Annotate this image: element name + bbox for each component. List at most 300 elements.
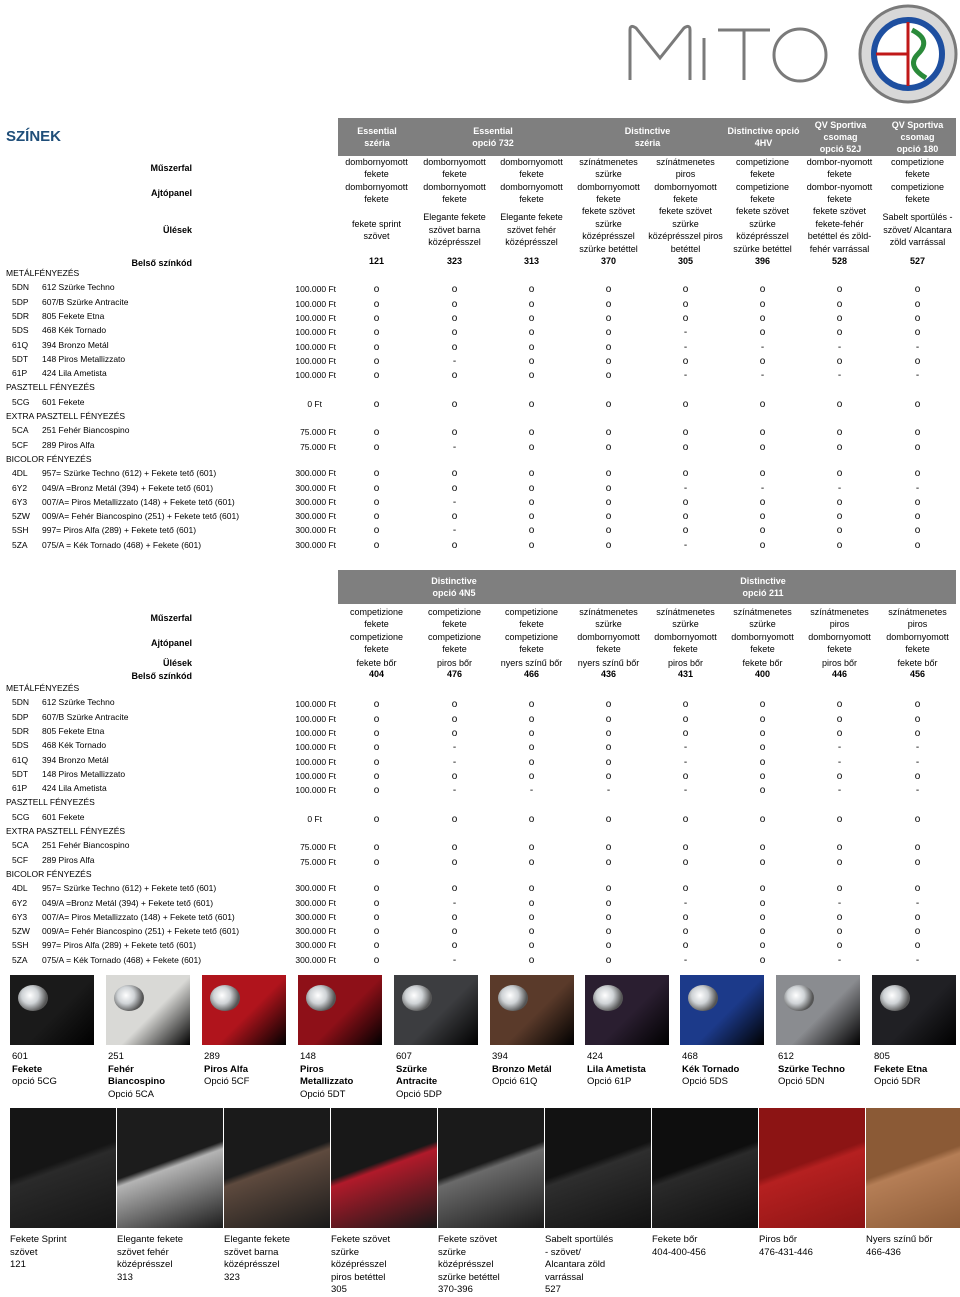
availability-mark: o bbox=[759, 926, 766, 938]
color-code: 61P bbox=[12, 783, 28, 794]
availability-mark: o bbox=[914, 727, 921, 739]
availability-mark: o bbox=[605, 911, 612, 923]
color-price: 300.000 Ft bbox=[295, 482, 336, 493]
availability-mark: o bbox=[914, 842, 921, 854]
swatch-l2: Szürke Techno bbox=[778, 1063, 845, 1075]
availability-mark: o bbox=[605, 284, 612, 296]
page-title: SZÍNEK bbox=[6, 128, 62, 145]
color-row bbox=[6, 511, 946, 525]
availability-mark: o bbox=[373, 298, 380, 310]
color-name: 805 Fekete Etna bbox=[42, 725, 105, 736]
availability-mark: o bbox=[528, 897, 535, 909]
availability-mark: o bbox=[373, 785, 380, 797]
color-code: 5CG bbox=[12, 396, 30, 407]
door-cell: dombor-nyomott fekete bbox=[806, 181, 873, 204]
availability-mark: o bbox=[759, 312, 766, 324]
trim-code: 313 bbox=[523, 256, 540, 266]
availability-mark: o bbox=[759, 842, 766, 854]
color-price: 300.000 Ft bbox=[295, 496, 336, 507]
color-code: 5DS bbox=[12, 740, 29, 751]
row-label-instrument: Műszerfal bbox=[150, 613, 192, 623]
availability-mark: o bbox=[605, 926, 612, 938]
swatch-l1: 148 bbox=[300, 1051, 316, 1062]
availability-mark: o bbox=[836, 284, 843, 296]
availability-mark: - bbox=[452, 897, 457, 909]
trim-label-line: szövet barna bbox=[224, 1246, 279, 1258]
availability-mark: o bbox=[373, 398, 380, 410]
seat-cell: piros bőr bbox=[821, 657, 857, 668]
availability-mark: o bbox=[682, 441, 689, 453]
color-row bbox=[6, 282, 946, 296]
trim-label-line: Sabelt sportülés bbox=[545, 1234, 614, 1245]
trim-label bbox=[331, 1234, 437, 1297]
color-code: 6Y2 bbox=[12, 897, 28, 908]
swatch-label bbox=[108, 1051, 198, 1101]
column-header bbox=[725, 118, 802, 156]
headlight-icon bbox=[306, 985, 336, 1011]
instrument-cell: színátmenetes piros bbox=[888, 606, 947, 629]
seat-cell: fekete sprint szövet bbox=[351, 218, 402, 241]
trim-code: 476 bbox=[446, 669, 463, 679]
color-code: 6Y3 bbox=[12, 496, 28, 507]
availability-mark: o bbox=[682, 312, 689, 324]
availability-mark: o bbox=[373, 897, 380, 909]
availability-mark: o bbox=[528, 856, 535, 868]
availability-mark: o bbox=[836, 770, 843, 782]
trim-label bbox=[10, 1234, 116, 1272]
availability-mark: o bbox=[836, 940, 843, 952]
color-name: 997= Piros Alfa (289) + Fekete tető (601) bbox=[42, 525, 197, 536]
color-swatch bbox=[490, 975, 574, 1045]
trim-label-line: szürke bbox=[331, 1246, 359, 1258]
availability-mark: o bbox=[605, 742, 612, 754]
availability-mark: o bbox=[451, 926, 458, 938]
availability-mark: o bbox=[451, 713, 458, 725]
availability-mark: o bbox=[605, 312, 612, 324]
trim-swatch bbox=[438, 1108, 544, 1228]
availability-mark: - bbox=[452, 742, 457, 754]
availability-mark: o bbox=[605, 727, 612, 739]
group-header: PASZTELL FÉNYEZÉS bbox=[6, 797, 95, 808]
door-cell: dombornyomott fekete bbox=[345, 181, 408, 204]
availability-mark: o bbox=[759, 398, 766, 410]
color-code: 5SH bbox=[12, 940, 29, 951]
color-row bbox=[6, 783, 946, 797]
availability-mark: o bbox=[528, 496, 535, 508]
availability-mark: o bbox=[605, 940, 612, 952]
trim-label-line: Fekete szövet bbox=[438, 1234, 498, 1245]
color-swatch bbox=[680, 975, 764, 1045]
availability-mark: - bbox=[915, 341, 920, 353]
availability-mark: o bbox=[605, 842, 612, 854]
color-row bbox=[6, 440, 946, 454]
trim-code: 527 bbox=[909, 256, 926, 266]
availability-mark: o bbox=[451, 327, 458, 339]
swatch-l1: 805 bbox=[874, 1051, 890, 1062]
swatch-l2: Fehér bbox=[108, 1063, 134, 1075]
color-code: 6Y2 bbox=[12, 482, 28, 493]
availability-mark: o bbox=[759, 785, 766, 797]
color-row bbox=[6, 540, 946, 554]
color-name: 148 Piros Metallizzato bbox=[42, 768, 126, 779]
availability-mark: o bbox=[373, 441, 380, 453]
color-name: 957= Szürke Techno (612) + Fekete tető (601) bbox=[42, 883, 217, 894]
color-name: 289 Piros Alfa bbox=[42, 854, 95, 865]
availability-mark: o bbox=[759, 525, 766, 537]
row-label-door: Ajtópanel bbox=[150, 638, 192, 648]
color-row bbox=[6, 297, 946, 311]
header-title: Essential bbox=[473, 126, 513, 136]
availability-mark: o bbox=[682, 813, 689, 825]
swatch-l2: Kék Tornado bbox=[682, 1063, 740, 1075]
color-code: 5DN bbox=[12, 282, 30, 293]
availability-mark: - bbox=[915, 954, 920, 966]
availability-mark: o bbox=[373, 742, 380, 754]
trim-label bbox=[652, 1234, 758, 1259]
seat-cell: fekete szövet fekete-fehér betéttel és zöld-fehér varrással bbox=[807, 206, 872, 254]
availability-mark: o bbox=[373, 699, 380, 711]
color-row bbox=[6, 340, 946, 354]
color-price: 100.000 Ft bbox=[295, 298, 336, 309]
color-name: 289 Piros Alfa bbox=[42, 439, 95, 450]
trim-code: 396 bbox=[754, 256, 771, 266]
trim-label bbox=[224, 1234, 330, 1284]
trim-label bbox=[866, 1234, 960, 1259]
availability-mark: o bbox=[836, 842, 843, 854]
trim-code: 456 bbox=[909, 669, 926, 679]
color-price: 100.000 Ft bbox=[295, 699, 336, 710]
column-header bbox=[879, 118, 956, 156]
trim-label-line: 305 bbox=[331, 1284, 347, 1295]
color-code: 5DP bbox=[12, 296, 29, 307]
availability-mark: o bbox=[605, 327, 612, 339]
availability-mark: o bbox=[836, 883, 843, 895]
color-row bbox=[6, 855, 946, 869]
availability-mark: o bbox=[759, 813, 766, 825]
availability-mark: o bbox=[528, 341, 535, 353]
availability-mark: o bbox=[682, 883, 689, 895]
availability-mark: o bbox=[759, 742, 766, 754]
availability-mark: - bbox=[452, 441, 457, 453]
availability-mark: o bbox=[451, 511, 458, 523]
availability-mark: o bbox=[528, 770, 535, 782]
availability-mark: o bbox=[528, 284, 535, 296]
group-header: METÁLFÉNYEZÉS bbox=[6, 268, 80, 278]
door-cell: dombornyomott fekete bbox=[577, 181, 640, 204]
availability-mark: o bbox=[528, 842, 535, 854]
color-swatch bbox=[106, 975, 190, 1045]
availability-mark: o bbox=[682, 856, 689, 868]
swatch-l4: Opció 5DS bbox=[682, 1076, 728, 1087]
instrument-cell: dombornyomott fekete bbox=[423, 156, 486, 179]
availability-mark: o bbox=[605, 699, 612, 711]
availability-mark: o bbox=[605, 398, 612, 410]
availability-mark: o bbox=[528, 427, 535, 439]
column-header bbox=[338, 570, 570, 604]
availability-mark: o bbox=[373, 312, 380, 324]
color-code: 5ZA bbox=[12, 539, 28, 550]
availability-mark: o bbox=[759, 856, 766, 868]
availability-mark: o bbox=[373, 482, 380, 494]
trim-label-line: 313 bbox=[117, 1271, 133, 1283]
trim-swatch bbox=[545, 1108, 651, 1228]
trim-swatch bbox=[652, 1108, 758, 1228]
availability-mark: o bbox=[759, 496, 766, 508]
availability-mark: - bbox=[837, 341, 842, 353]
availability-mark: - bbox=[606, 785, 611, 797]
trim-label bbox=[759, 1234, 865, 1259]
availability-mark: o bbox=[682, 284, 689, 296]
color-row bbox=[6, 483, 946, 497]
swatch-l1: 601 bbox=[12, 1051, 28, 1062]
color-price: 75.000 Ft bbox=[300, 427, 336, 438]
color-name: 601 Fekete bbox=[42, 811, 85, 822]
availability-mark: o bbox=[528, 468, 535, 480]
availability-mark: o bbox=[759, 355, 766, 367]
swatch-l2: Fekete Etna bbox=[874, 1063, 928, 1075]
group-header: PASZTELL FÉNYEZÉS bbox=[6, 382, 95, 393]
color-code: 61P bbox=[12, 368, 28, 379]
color-code: 5ZW bbox=[12, 511, 30, 522]
availability-mark: o bbox=[836, 727, 843, 739]
color-name: 607/B Szürke Antracite bbox=[42, 711, 129, 722]
door-cell: dombornyomott fekete bbox=[423, 181, 486, 204]
availability-mark: o bbox=[759, 911, 766, 923]
availability-mark: o bbox=[605, 539, 612, 551]
availability-mark: o bbox=[914, 441, 921, 453]
color-code: 61Q bbox=[12, 754, 29, 765]
availability-mark: o bbox=[836, 312, 843, 324]
availability-mark: o bbox=[605, 713, 612, 725]
color-row bbox=[6, 769, 946, 783]
color-swatch bbox=[202, 975, 286, 1045]
header-title: Distinctive opció bbox=[727, 126, 800, 136]
color-name: 007/A= Piros Metallizzato (148) + Fekete tető (601) bbox=[42, 496, 235, 507]
availability-mark: o bbox=[528, 482, 535, 494]
availability-mark: o bbox=[914, 940, 921, 952]
headlight-icon bbox=[593, 985, 623, 1011]
availability-mark: o bbox=[836, 496, 843, 508]
availability-mark: o bbox=[759, 441, 766, 453]
color-name: 394 Bronzo Metál bbox=[42, 339, 109, 350]
availability-mark: - bbox=[915, 370, 920, 382]
trim-label-line: középrésszel bbox=[224, 1259, 280, 1270]
trim-label-line: 323 bbox=[224, 1271, 240, 1283]
availability-mark: - bbox=[683, 539, 688, 551]
availability-mark: o bbox=[373, 468, 380, 480]
availability-mark: o bbox=[451, 856, 458, 868]
seat-cell: nyers színű bőr bbox=[500, 657, 563, 668]
availability-mark: o bbox=[373, 539, 380, 551]
group-header: BICOLOR FÉNYEZÉS bbox=[6, 453, 92, 464]
swatch-label bbox=[492, 1051, 582, 1089]
color-row bbox=[6, 497, 946, 511]
color-name: 049/A =Bronz Metál (394) + Fekete tető (601) bbox=[42, 482, 214, 493]
availability-mark: - bbox=[683, 756, 688, 768]
group-header: EXTRA PASZTELL FÉNYEZÉS bbox=[6, 411, 126, 421]
availability-mark: - bbox=[837, 897, 842, 909]
color-price: 100.000 Ft bbox=[295, 370, 336, 381]
availability-mark: o bbox=[682, 511, 689, 523]
color-price: 300.000 Ft bbox=[295, 954, 336, 965]
availability-mark: o bbox=[528, 699, 535, 711]
availability-mark: o bbox=[682, 427, 689, 439]
color-row bbox=[6, 955, 946, 969]
availability-mark: o bbox=[682, 842, 689, 854]
color-row bbox=[6, 940, 946, 954]
availability-mark: - bbox=[452, 496, 457, 508]
trim-code: 431 bbox=[677, 669, 694, 679]
instrument-cell: színátmenetes szürke bbox=[733, 606, 792, 629]
color-name: 424 Lila Ametista bbox=[42, 368, 107, 379]
availability-mark: o bbox=[682, 727, 689, 739]
trim-label-line: középrésszel bbox=[438, 1259, 494, 1270]
availability-mark: o bbox=[836, 699, 843, 711]
availability-mark: - bbox=[915, 897, 920, 909]
color-code: 5CF bbox=[12, 854, 29, 865]
header-subtitle: opció 732 bbox=[472, 138, 514, 148]
availability-mark: o bbox=[759, 940, 766, 952]
instrument-cell: competizione fekete bbox=[349, 606, 404, 629]
color-name: 424 Lila Ametista bbox=[42, 783, 107, 794]
swatch-l4: opció 5CG bbox=[12, 1076, 57, 1087]
availability-mark: o bbox=[451, 911, 458, 923]
trim-label-line: 121 bbox=[10, 1259, 26, 1270]
row-label-seats: Ülések bbox=[162, 225, 192, 235]
availability-mark: o bbox=[373, 727, 380, 739]
trim-label bbox=[438, 1234, 544, 1297]
swatch-l2: Piros Alfa bbox=[204, 1063, 248, 1075]
availability-mark: - bbox=[683, 785, 688, 797]
trim-label-line: Fekete szövet bbox=[331, 1234, 391, 1245]
availability-mark: o bbox=[759, 468, 766, 480]
availability-mark: o bbox=[528, 813, 535, 825]
color-price: 300.000 Ft bbox=[295, 539, 336, 550]
availability-mark: o bbox=[605, 441, 612, 453]
availability-mark: o bbox=[914, 713, 921, 725]
availability-mark: o bbox=[914, 926, 921, 938]
availability-mark: o bbox=[605, 856, 612, 868]
availability-mark: o bbox=[759, 284, 766, 296]
swatch-l3: Antracite bbox=[396, 1076, 438, 1087]
trim-code: 323 bbox=[446, 256, 463, 266]
seat-cell: fekete szövet szürke középrésszel szürke betéttel bbox=[579, 206, 638, 254]
instrument-cell: színátmenetes piros bbox=[810, 606, 869, 629]
availability-mark: o bbox=[836, 441, 843, 453]
availability-mark: o bbox=[528, 911, 535, 923]
headlight-icon bbox=[18, 985, 48, 1011]
swatch-l1: 607 bbox=[396, 1051, 412, 1062]
availability-mark: o bbox=[682, 496, 689, 508]
header-subtitle: széria bbox=[364, 138, 390, 148]
row-label-instrument: Műszerfal bbox=[150, 163, 192, 173]
seat-cell: fekete bőr bbox=[897, 657, 938, 668]
availability-mark: - bbox=[915, 756, 920, 768]
group-header: BICOLOR FÉNYEZÉS bbox=[6, 868, 92, 879]
door-cell: dombornyomott fekete bbox=[654, 631, 717, 654]
color-price: 300.000 Ft bbox=[295, 468, 336, 479]
color-code: 4DL bbox=[12, 468, 28, 479]
door-cell: dombornyomott fekete bbox=[808, 631, 871, 654]
color-name: 607/B Szürke Antracite bbox=[42, 296, 129, 307]
availability-mark: o bbox=[836, 539, 843, 551]
availability-mark: o bbox=[605, 525, 612, 537]
instrument-cell: dombornyomott fekete bbox=[345, 156, 408, 179]
availability-mark: o bbox=[605, 770, 612, 782]
color-price: 300.000 Ft bbox=[295, 911, 336, 922]
availability-mark: o bbox=[373, 370, 380, 382]
availability-mark: o bbox=[836, 856, 843, 868]
availability-mark: o bbox=[759, 327, 766, 339]
availability-mark: - bbox=[683, 482, 688, 494]
seat-cell: fekete szövet szürke középrésszel piros betéttel bbox=[648, 206, 723, 254]
trim-code: 400 bbox=[754, 669, 771, 679]
swatch-l4: Opció 5DR bbox=[874, 1076, 921, 1087]
color-name: 049/A =Bronz Metál (394) + Fekete tető (601) bbox=[42, 897, 214, 908]
availability-mark: - bbox=[683, 954, 688, 966]
availability-mark: - bbox=[683, 327, 688, 339]
color-price: 300.000 Ft bbox=[295, 940, 336, 951]
headlight-icon bbox=[688, 985, 718, 1011]
color-row bbox=[6, 712, 946, 726]
color-price: 100.000 Ft bbox=[295, 284, 336, 295]
trim-label-line: Elegante fekete bbox=[224, 1234, 291, 1245]
headlight-icon bbox=[498, 985, 528, 1011]
color-price: 100.000 Ft bbox=[295, 713, 336, 724]
color-name: 468 Kék Tornado bbox=[42, 325, 107, 336]
trim-code: 446 bbox=[831, 669, 848, 679]
availability-mark: o bbox=[451, 298, 458, 310]
swatch-l2: Bronzo Metál bbox=[492, 1063, 552, 1075]
header-subtitle: opció 52J bbox=[819, 144, 862, 154]
trim-label-line: Fekete bőr bbox=[652, 1234, 698, 1245]
availability-mark: o bbox=[914, 539, 921, 551]
trim-swatch bbox=[759, 1108, 865, 1228]
availability-mark: o bbox=[528, 756, 535, 768]
swatch-l3: Biancospino bbox=[108, 1076, 166, 1087]
color-name: 805 Fekete Etna bbox=[42, 310, 105, 321]
availability-mark: o bbox=[682, 770, 689, 782]
trim-label-line: Alcantara zöld bbox=[545, 1259, 606, 1270]
row-label-code: Belső színkód bbox=[131, 258, 192, 268]
color-price: 100.000 Ft bbox=[295, 770, 336, 781]
color-name: 612 Szürke Techno bbox=[42, 282, 115, 293]
swatch-l1: 394 bbox=[492, 1051, 508, 1062]
availability-mark: o bbox=[682, 713, 689, 725]
instrument-cell: competizione fekete bbox=[735, 156, 790, 179]
availability-mark: o bbox=[914, 813, 921, 825]
availability-mark: o bbox=[605, 370, 612, 382]
availability-mark: o bbox=[451, 427, 458, 439]
color-price: 100.000 Ft bbox=[295, 727, 336, 738]
availability-mark: o bbox=[528, 398, 535, 410]
swatch-label bbox=[12, 1051, 102, 1089]
color-name: 148 Piros Metallizzato bbox=[42, 353, 126, 364]
availability-mark: o bbox=[528, 298, 535, 310]
color-row bbox=[6, 697, 946, 711]
availability-mark: o bbox=[836, 926, 843, 938]
availability-mark: o bbox=[682, 926, 689, 938]
availability-mark: o bbox=[528, 727, 535, 739]
row-label-seats: Ülések bbox=[162, 658, 192, 668]
trim-label bbox=[545, 1234, 651, 1297]
availability-mark: o bbox=[759, 713, 766, 725]
color-price: 100.000 Ft bbox=[295, 312, 336, 323]
seat-cell: Elegante fekete szövet barna középrésszel bbox=[423, 212, 486, 248]
color-swatch bbox=[298, 975, 382, 1045]
availability-mark: o bbox=[373, 926, 380, 938]
availability-mark: o bbox=[682, 298, 689, 310]
